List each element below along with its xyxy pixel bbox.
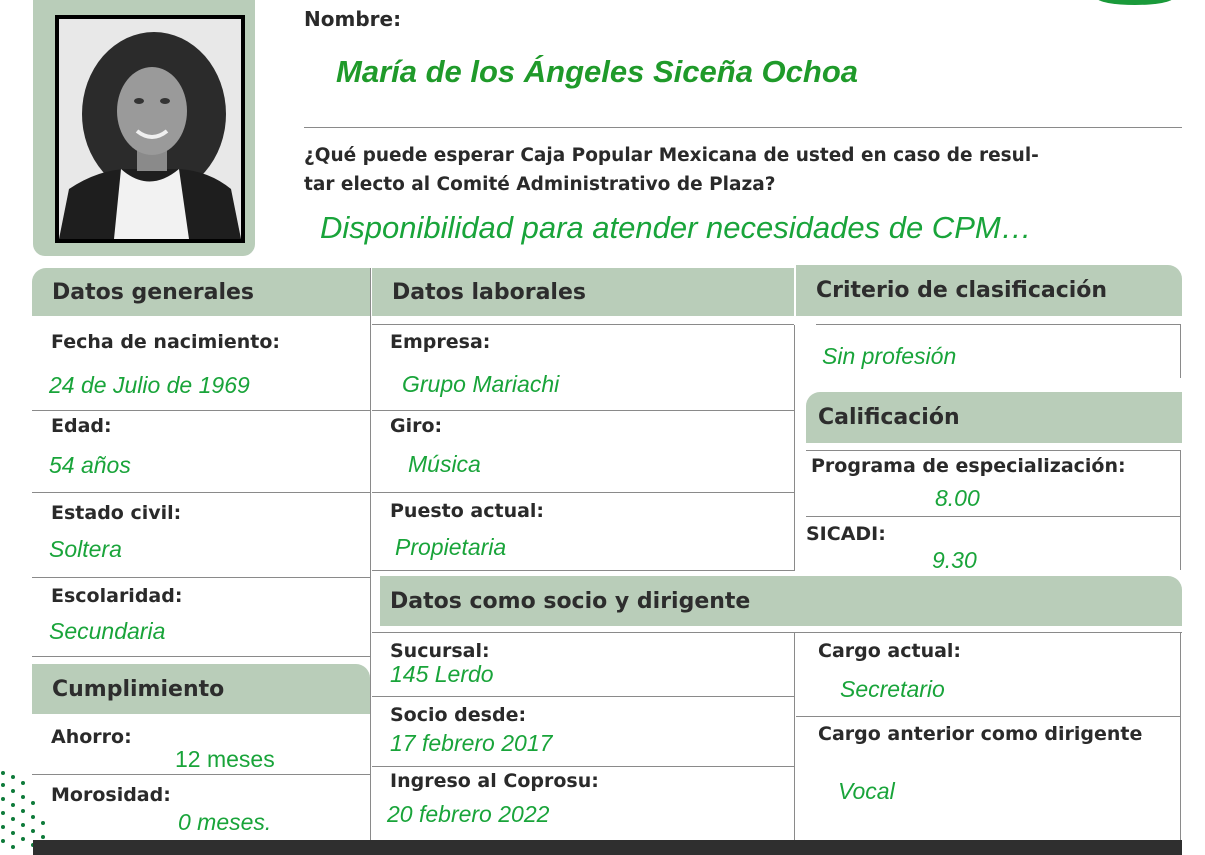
candidate-name: María de los Ángeles Siceña Ochoa: [336, 54, 859, 89]
coprosu-value: 20 febrero 2022: [387, 801, 550, 827]
arrears-label: Morosidad:: [51, 784, 171, 806]
divider: [372, 696, 794, 697]
company-value: Grupo Mariachi: [402, 371, 560, 397]
sicadi-label: SICADI:: [806, 523, 886, 545]
header-general: Datos generales: [32, 268, 370, 316]
answer-text: Disponibilidad para atender necesidades de CPM…: [320, 210, 1032, 245]
divider: [370, 268, 371, 840]
divider: [372, 492, 794, 493]
divider: [32, 410, 370, 411]
classification-value: Sin profesión: [822, 343, 957, 369]
name-divider: [304, 127, 1182, 128]
savings-value: 12 meses: [175, 746, 275, 772]
current-role-value: Secretario: [840, 676, 945, 702]
program-label: Programa de especialización:: [811, 455, 1126, 477]
header-classification: Criterio de clasificación: [796, 265, 1182, 316]
divider: [794, 325, 795, 571]
divider: [806, 516, 1181, 517]
previous-role-label: Cargo anterior como dirigente: [818, 723, 1143, 745]
program-value: 8.00: [935, 485, 980, 511]
question-line-1: ¿Qué puede esperar Caja Popular Mexicana de usted en caso de resul-: [304, 145, 1039, 166]
divider: [1180, 632, 1181, 840]
header-rating: Calificación: [806, 392, 1182, 443]
name-label: Nombre:: [304, 7, 402, 31]
divider: [796, 716, 1180, 717]
position-label: Puesto actual:: [390, 500, 545, 522]
company-label: Empresa:: [390, 331, 491, 353]
civil-label: Estado civil:: [51, 502, 182, 524]
school-label: Escolaridad:: [51, 585, 183, 607]
question-line-2: tar electo al Comité Administrativo de Plaza?: [304, 174, 776, 195]
position-value: Propietaria: [395, 534, 507, 560]
divider: [32, 492, 370, 493]
header-work: Datos laborales: [372, 268, 794, 316]
divider: [816, 324, 1181, 325]
coprosu-label: Ingreso al Coprosu:: [390, 770, 599, 792]
divider: [32, 774, 370, 775]
since-label: Socio desde:: [390, 704, 527, 726]
savings-label: Ahorro:: [51, 726, 132, 748]
birth-value: 24 de Julio de 1969: [49, 372, 250, 398]
candidate-photo: [55, 15, 245, 243]
divider: [1180, 450, 1181, 570]
birth-label: Fecha de nacimiento:: [51, 331, 281, 353]
divider: [372, 410, 794, 411]
divider: [794, 632, 795, 840]
question-text: [304, 141, 1154, 199]
civil-value: Soltera: [49, 536, 122, 562]
current-role-label: Cargo actual:: [818, 640, 962, 662]
divider: [806, 450, 1181, 451]
age-label: Edad:: [51, 415, 112, 437]
branch-value: 145 Lerdo: [390, 661, 494, 687]
age-value: 54 años: [49, 452, 131, 478]
divider: [372, 766, 794, 767]
since-value: 17 febrero 2017: [390, 730, 553, 756]
sector-label: Giro:: [390, 415, 443, 437]
divider: [32, 656, 370, 657]
divider: [372, 632, 1182, 633]
header-compliance: Cumplimiento: [32, 664, 370, 714]
footer-bar: [33, 840, 1182, 855]
header-member: Datos como socio y dirigente: [380, 576, 1182, 626]
sicadi-value: 9.30: [932, 547, 977, 573]
branch-label: Sucursal:: [390, 640, 490, 662]
divider: [1180, 324, 1181, 378]
divider: [372, 324, 794, 325]
previous-role-value: Vocal: [838, 778, 895, 804]
divider: [372, 570, 794, 571]
arrears-value: 0 meses.: [178, 809, 272, 835]
divider: [32, 577, 370, 578]
sector-value: Música: [408, 451, 481, 477]
school-value: Secundaria: [49, 618, 166, 644]
portrait-illustration: [59, 19, 241, 239]
corner-decoration: [1095, 0, 1175, 6]
